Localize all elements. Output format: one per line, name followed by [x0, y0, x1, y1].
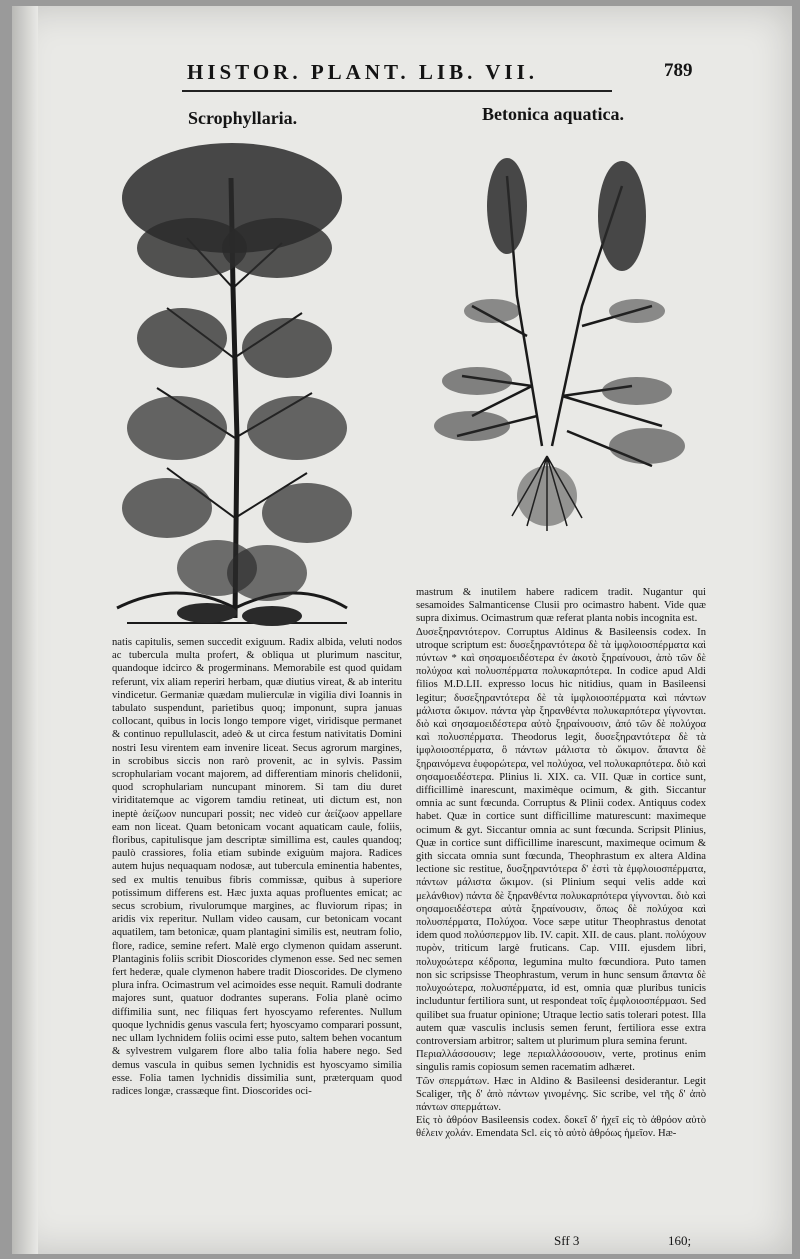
- left-text-column: [112, 636, 402, 1098]
- header-rule: [182, 90, 612, 92]
- figure-title-betonica: Betonica aquatica.: [482, 104, 624, 124]
- paragraph: Εἰς τὸ ἀθρόον Basileensis codex. δοκεῖ δ' ἠχεῖ εἰς τὸ ἀθρόον αὐτὸ θέλειν χολάν. Emendata Scl. εἰς τὸ αὐτὸ ἀθρόως ἡμεῖον. Hæ-: [416, 1115, 706, 1140]
- betonica-aquatica-woodcut-illustration: [432, 146, 692, 546]
- paragraph: Τῶν σπερμάτων. Hæc in Aldino & Basileensi desiderantur. Legit Scaliger, τῆς δ' ἀπὸ πάντων γινομένης. Sic scribe, vel τῆς δ' ἀπὸ πάντων σπερμάτων.: [416, 1075, 706, 1113]
- page-number: 789: [664, 60, 693, 81]
- right-text-column: [416, 586, 706, 1141]
- book-page: [12, 6, 792, 1254]
- paragraph: mastrum & inutilem habere radicem tradit. Nugantur qui sesamoides Salmanticense Clusii pro ocimastro habent. Vide quæ supra diximus. Ocimastrum quæ referat planta nobis incognita est.: [416, 587, 706, 625]
- paragraph: natis capitulis, semen succedit exiguum. Radix albida, veluti nodos ac tubercula multa profert, & obliqua ut plurimum nascitur, quandoque idcirco & progerminans. Memorabile est quod quidam referunt, vix aliam reperiri herbam, quæ diutius vireat, & ab interitu vindicetur. Germaniæ quædam mulierculæ in vigilia divi Ioannis in tabulato suspendunt, parietibus quoq; imponunt, supra januas collocant, quibus in locis longo tempore viget, viridisque permanet & continuo repullulascit, adeò & ut circa festum nativitatis Domini nostri Iesu virentem eam invenire liceat. Secus agrorum margines, in scrobibus siccis non rarò provenit, ac in sylvis. Passim scrophulariam vocant majorem, ad differentiam minoris chelidonii, quod scrophulariam nuncupant minorem. Si tam diu duret viriditatemque ac vigorem tamdiu retineat, uti dictum est, non ineptè ἀείζωον nuncupari possit; nec videò cur ἀείζωον appellare eam non liceat. Quam betonicam vocant aquaticam caule, foliis, floribus, capitulisque jam descriptæ simillima est, caules quandoq; paulò crassiores, folia etiam subinde exiguùm majora. Radices autem hujus nequaquam nodosæ, aut tubercula eminentia habentes, sed ex multis tenuibus fibris commissæ, quibus à superiore potissimum differens est. Hæc juxta aquas profluentes emicat; ac secus scrobium, rivulorumque margines, ac fluviorum ripas; in aridis vix reperitur. Nullam video causam, cur betonicam vocant aquatilem, tam betonicæ, quam plantagini similis est, neutram folio, flore, radice, semine refert. Malè ergo clymenon quidam asserunt. Plantaginis foliis scribit Dioscorides clymenon esse. Sed nec semen fert hederæ, quale clymenon habere tradit Dioscorides. De clymeno plura infra. Ocimastrum vel acimoides esse nequit. Ramuli dodrante majores sunt, quatuor dodrantes superans. Folia planè ocimo diffimilia sunt, nec filiquas fert hyoscyamo referentes. Nullum quoque lychnidis genus vascula fert; hyoscyamo comparari possunt, nec ullam lychnidem foliis ocimi esse puto, saltem behen vocantum & sylvestrem vulgarem flore albo talia folia habere nego. Sed demus vascula in quibus semen lychnidis est hyoscyamo similia esse. Folia tamen lychnidis dissimilia sunt, præterquam quod radices longæ, crassæque fint. Dioscorides oci-: [112, 637, 402, 1097]
- running-head: HISTOR. PLANT. LIB. VII.: [187, 60, 538, 84]
- paragraph: Περιαλλάσσουσιν; lege περιαλλάσσουσιν, verte, protinus enim singulis ramis copiosum semen racematim adhæret.: [416, 1049, 706, 1074]
- catchword: 160;: [668, 1233, 692, 1248]
- paragraph: Δυσεξηραντότερον. Corruptus Aldinus & Basileensis codex. In utroque scriptum est: δυσεξηραντότερα δὲ τὰ ἰμφλοιοσπέρματα καὶ πύντων * καὶ σησαμοειδέστερα ἐν ἀκοτὸ ξηραίνουσι, ἀπὸ τῶν δὲ πολύχοα καὶ πολυσπέρματα πολυκαρπότερα. In codice apud Aldi filios M.D.LII. expresso locus hic nitidius, quam in Basileensi legitur; δυσεξηραντότερα δὲ τὰ ἰμφλοιοσπέρματα καὶ πάντων μάλιστα ὤκιμον. πάντα γὰρ ξηρανθέντα πολυκαρπότερα γίγνονται. διὸ καὶ σησαμοειδέστερα αὐτὸ ξηραίνουσιν, ἀπό τῶν δὲ πολύχοα καὶ πολυσπέρματα. Theodorus legit, δυσεξηραντότερα δὲ τὰ ἰμφλοιοσπέρματα, ὃ πάντων μάλιστα τὸ ὤκιμον. ἅπαντα δὲ ξηραινόμενα ἐυφορώτερα, vel πολύχοα, vel πολυκαρπότερα. διὸ καὶ σησαμοειδέστερα. Plinius li. XIX. ca. VII. Quæ in cortice sunt, difficillimè inarescunt, maximèque ocimum, & gith. Siccantur omnia ac sunt fœcunda. Corruptus & Plinii codex. Antiquus codex habet. Quæ in cortice sunt difficillime maturescunt: maximeque ocimum & gyt. Siccantur omnia ac sunt fœcunda. Scripsit Plinius, Quæ in cortice sunt difficillime inarescunt, maximeque ocimum & gith siccata omnia sunt fœcunda, Theophrastum ex altera Aldina lectione sic restitue, δυσξηραντότερα δ' ἐστὶ τὰ ἐμφλοιοσπέρματα, πάντων μάλιστα ὤκιμον. (si Plinium sequi velis adde καὶ μελάνθιον) πάντα δὲ ξηρανθέντα πολυκαρπότερα γίγνονται. διὸ καὶ σησαμοειδέστερα αὐτὰ ξηραίνουσιν, ὅπως δὲ πολύχοα καὶ πολυσπέρματα, Πολύχοα. Voce sæpe utitur Theophrastus denotat idem quod πολύσπερμον lib. IV. capit. XII. de caus. plant. πολύχουν πυρὸν, triticum largè fruticans. Cap. VIII. ejusdem libri, πολυχοώτερα κέδροπα, legumina multo fœcundiora. Puto tamen non sic scripsisse Theophrastum, verum in hunc sensum ἅπαντα δὲ πολυχοώτερα, πολυσπέρματα, id est, omnia quæ pluribus tunicis includuntur fertiliora sunt, ut respondeat τοῖς ἐμφλοιοσπέρμασι. Sed quilibet sua fruatur opinione; Utraque lectio satis tolerari potest. Illa autem quæ vasculis inclusis semen ferunt, fertiliora esse extra controversiam arbitror; saltem ut plurimum plura semina ferunt.: [416, 626, 706, 1047]
- signature-mark: Sff 3: [554, 1233, 580, 1248]
- scrophularia-woodcut-illustration: [97, 138, 367, 632]
- page-gutter-shadow: [12, 6, 38, 1254]
- figure-title-scrophularia: Scrophyllaria.: [188, 108, 298, 128]
